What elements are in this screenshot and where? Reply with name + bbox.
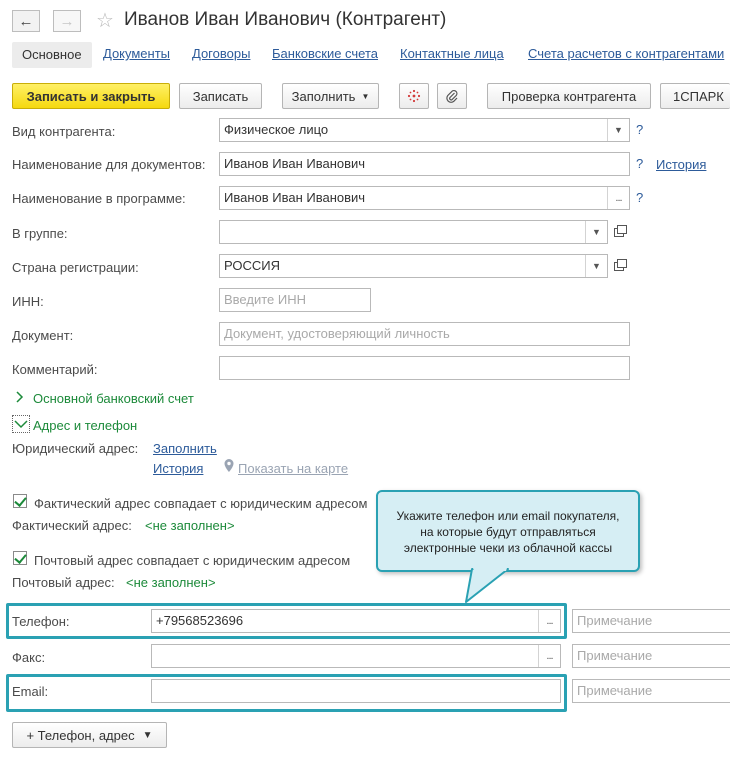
phone-input[interactable]: +79568523696 ... bbox=[151, 609, 561, 633]
arrow-left-icon: ← bbox=[18, 12, 34, 30]
callout-tooltip: Укажите телефон или email покупателя, на которые будут отправляться электронные чеки из облачной кассы bbox=[376, 490, 640, 572]
open-window-icon[interactable] bbox=[609, 254, 629, 278]
postal-same-checkbox[interactable] bbox=[13, 551, 27, 565]
check-counterparty-button[interactable]: Проверка контрагента bbox=[487, 83, 651, 109]
callout-pointer bbox=[462, 568, 522, 604]
phone-note-input[interactable]: Примечание bbox=[572, 609, 730, 633]
forward-button[interactable] bbox=[53, 10, 81, 32]
ellipsis-icon[interactable]: ... bbox=[538, 610, 560, 632]
postal-address-label: Почтовый адрес: bbox=[12, 575, 115, 590]
fill-address-link[interactable]: Заполнить bbox=[153, 441, 217, 456]
document-label: Документ: bbox=[12, 328, 74, 343]
chevron-down-icon[interactable]: ▼ bbox=[585, 255, 607, 277]
add-phone-address-button[interactable]: + Телефон, адрес ▼ bbox=[12, 722, 167, 748]
kind-select[interactable]: Физическое лицо ▼ bbox=[219, 118, 630, 142]
fax-label: Факс: bbox=[12, 650, 46, 665]
email-label: Email: bbox=[12, 684, 49, 699]
postal-same-label: Почтовый адрес совпадает с юридическим адресом bbox=[34, 553, 351, 568]
page-title: Иванов Иван Иванович (Контрагент) bbox=[124, 9, 447, 30]
arrow-right-icon: → bbox=[59, 12, 75, 30]
actual-address-label: Фактический адрес: bbox=[12, 518, 132, 533]
attach-button[interactable] bbox=[437, 83, 467, 109]
group-label: В группе: bbox=[12, 226, 68, 241]
chevron-right-icon[interactable] bbox=[14, 391, 26, 403]
ellipsis-icon[interactable]: ... bbox=[607, 187, 629, 209]
tab-contact-persons[interactable]: Контактные лица bbox=[400, 46, 504, 61]
show-on-map-link[interactable]: Показать на карте bbox=[238, 461, 349, 476]
actual-same-label: Фактический адрес совпадает с юридическим адресом bbox=[34, 496, 368, 511]
actual-address-value[interactable]: <не заполнен> bbox=[145, 518, 235, 533]
back-button[interactable] bbox=[12, 10, 40, 32]
star-icon[interactable]: ☆ bbox=[96, 10, 114, 32]
inn-input[interactable]: Введите ИНН bbox=[219, 288, 371, 312]
address-history-link[interactable]: История bbox=[153, 461, 204, 476]
email-note-input[interactable]: Примечание bbox=[572, 679, 730, 703]
fax-input[interactable] bbox=[151, 644, 561, 668]
country-select[interactable]: РОССИЯ ▼ bbox=[219, 254, 608, 278]
tab-contracts[interactable]: Договоры bbox=[192, 46, 251, 61]
legal-address-label: Юридический адрес: bbox=[12, 441, 139, 456]
save-close-button[interactable]: Записать и закрыть bbox=[12, 83, 170, 109]
spark-button[interactable]: 1СПАРК bbox=[660, 83, 730, 109]
open-window-icon[interactable] bbox=[609, 220, 629, 244]
address-phone-section[interactable]: Адрес и телефон bbox=[33, 418, 138, 433]
email-input[interactable] bbox=[151, 679, 561, 703]
tab-documents[interactable]: Документы bbox=[103, 46, 171, 61]
dropdown-arrow-icon: ▼ bbox=[361, 91, 370, 101]
prog-name-label: Наименование в программе: bbox=[12, 191, 186, 206]
save-button[interactable]: Записать bbox=[179, 83, 262, 109]
kind-label: Вид контрагента: bbox=[12, 124, 116, 139]
doc-name-input[interactable]: Иванов Иван Иванович bbox=[219, 152, 630, 176]
dots-structure-icon bbox=[407, 89, 421, 103]
ellipsis-icon[interactable]: ... bbox=[538, 645, 560, 667]
doc-name-help-icon[interactable]: ? bbox=[636, 156, 644, 171]
comment-label: Комментарий: bbox=[12, 362, 98, 377]
tab-settlement-accounts[interactable]: Счета расчетов с контрагентами bbox=[528, 46, 725, 61]
postal-address-value[interactable]: <не заполнен> bbox=[126, 575, 216, 590]
chevron-down-icon[interactable]: ▼ bbox=[585, 221, 607, 243]
fill-button[interactable]: Заполнить ▼ bbox=[282, 83, 379, 109]
phone-label: Телефон: bbox=[12, 614, 70, 629]
bank-account-section[interactable]: Основной банковский счет bbox=[33, 391, 194, 406]
actual-same-checkbox[interactable] bbox=[13, 494, 27, 508]
fax-note-input[interactable]: Примечание bbox=[572, 644, 730, 668]
map-pin-icon bbox=[224, 459, 234, 476]
prog-name-input[interactable]: Иванов Иван Иванович ... bbox=[219, 186, 630, 210]
chevron-down-icon[interactable] bbox=[12, 415, 30, 433]
doc-name-label: Наименование для документов: bbox=[12, 157, 206, 172]
comment-input[interactable] bbox=[219, 356, 630, 380]
prog-name-help-icon[interactable]: ? bbox=[636, 190, 644, 205]
country-label: Страна регистрации: bbox=[12, 260, 139, 275]
chevron-down-icon[interactable]: ▼ bbox=[607, 119, 629, 141]
group-select[interactable] bbox=[219, 220, 608, 244]
dropdown-arrow-icon: ▼ bbox=[142, 729, 153, 741]
document-input[interactable]: Документ, удостоверяющий личность bbox=[219, 322, 630, 346]
tab-main[interactable]: Основное bbox=[12, 42, 92, 68]
kind-help-icon[interactable]: ? bbox=[636, 122, 644, 137]
structure-button[interactable] bbox=[399, 83, 429, 109]
inn-label: ИНН: bbox=[12, 294, 44, 309]
paperclip-icon bbox=[445, 89, 459, 103]
tab-bank-accounts[interactable]: Банковские счета bbox=[272, 46, 379, 61]
doc-name-history-link[interactable]: История bbox=[656, 157, 707, 172]
